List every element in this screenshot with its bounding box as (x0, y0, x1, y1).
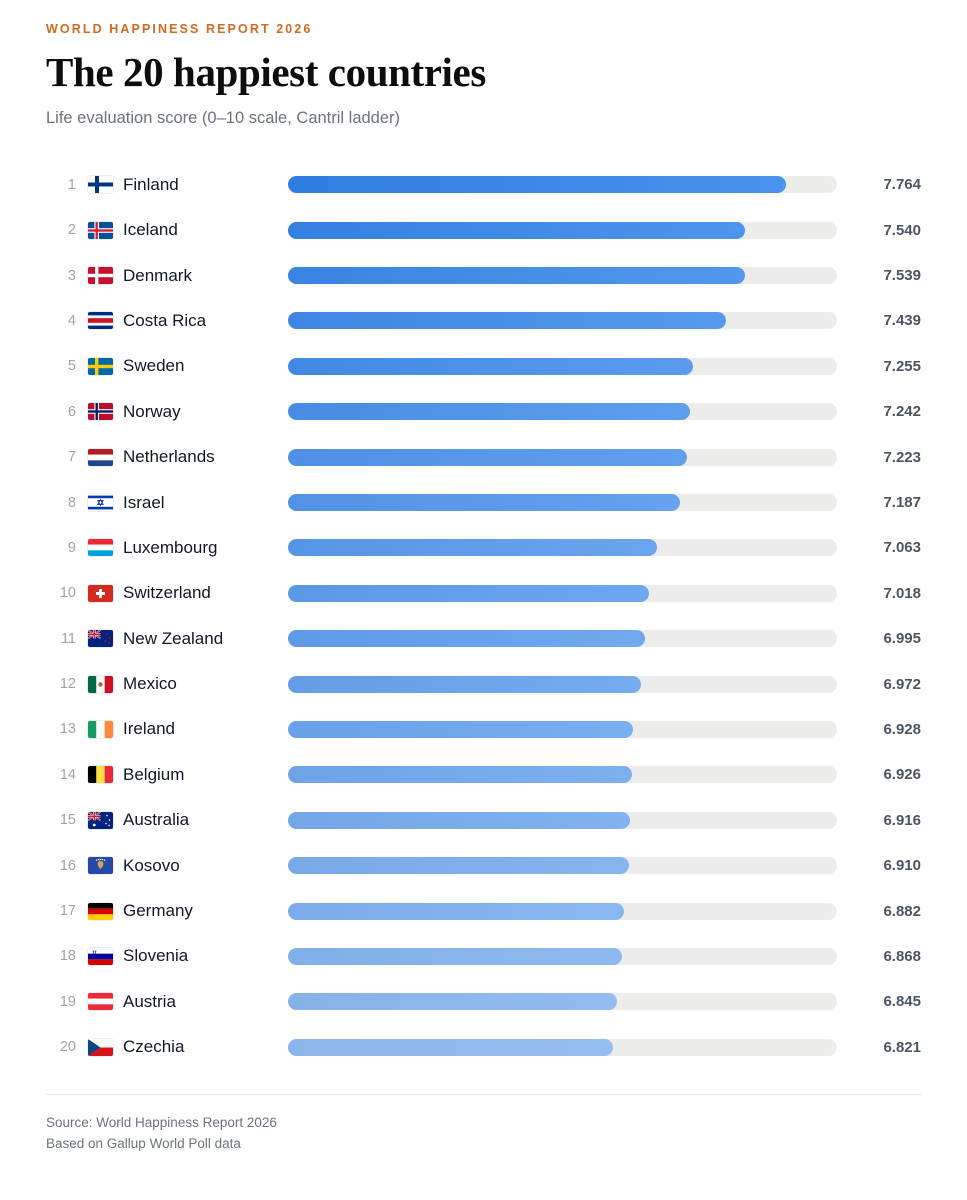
table-row (46, 888, 921, 933)
score-value: 6.928 (883, 720, 921, 738)
bar-track (288, 993, 837, 1010)
rank-label: 7 (67, 449, 76, 466)
bar-track (288, 721, 837, 738)
rank-label: 5 (67, 358, 76, 375)
bar-track (288, 312, 837, 329)
flag-icon (88, 903, 113, 920)
table-row (46, 979, 921, 1024)
country-label: Germany (123, 901, 193, 921)
flag-icon (88, 267, 113, 284)
score-value: 7.764 (883, 176, 921, 194)
footer-divider (46, 1094, 921, 1095)
rank-label: 14 (59, 766, 76, 783)
score-value: 7.063 (883, 539, 921, 557)
table-row (46, 434, 921, 479)
score-value: 6.821 (883, 1038, 921, 1056)
flag-icon (88, 403, 113, 420)
flag-icon (88, 494, 113, 511)
flag-icon (88, 993, 113, 1010)
country-label: Belgium (123, 764, 185, 784)
bar-fill (288, 1039, 613, 1056)
rank-label: 12 (59, 676, 76, 693)
bar-fill (288, 403, 690, 420)
table-row (46, 661, 921, 706)
bar-fill (288, 993, 617, 1010)
bar-fill (288, 222, 745, 239)
score-value: 6.868 (883, 947, 921, 965)
score-value: 6.882 (883, 902, 921, 920)
bar-fill (288, 948, 622, 965)
flag-icon (88, 585, 113, 602)
bar-track (288, 494, 837, 511)
country-label: Sweden (123, 356, 185, 376)
data-basis-line: Based on Gallup World Poll data (46, 1135, 241, 1151)
rank-label: 3 (67, 267, 76, 284)
table-row (46, 389, 921, 434)
bar-fill (288, 857, 629, 874)
flag-icon (88, 358, 113, 375)
bar-track (288, 585, 837, 602)
table-row (46, 1025, 921, 1070)
flag-icon (88, 1039, 113, 1056)
country-label: Slovenia (123, 946, 189, 966)
score-value: 7.539 (883, 267, 921, 285)
rank-label: 13 (59, 721, 76, 738)
table-row (46, 843, 921, 888)
table-row (46, 298, 921, 343)
country-label: Costa Rica (123, 310, 207, 330)
bar-track (288, 449, 837, 466)
bar-fill (288, 312, 726, 329)
country-label: Luxembourg (123, 537, 218, 557)
bar-track (288, 857, 837, 874)
table-row (46, 480, 921, 525)
country-label: New Zealand (123, 628, 224, 648)
flag-icon (88, 539, 113, 556)
bar-fill (288, 539, 657, 556)
country-label: Ireland (123, 719, 175, 739)
score-value: 7.223 (883, 448, 921, 466)
score-value: 6.845 (883, 993, 921, 1011)
country-label: Netherlands (123, 447, 215, 467)
score-value: 7.242 (883, 403, 921, 421)
bar-fill (288, 267, 745, 284)
rank-label: 6 (67, 403, 76, 420)
score-value: 7.439 (883, 312, 921, 330)
rank-label: 15 (59, 812, 76, 829)
bar-fill (288, 176, 786, 193)
country-label: Finland (123, 174, 179, 194)
rank-label: 4 (67, 312, 76, 329)
score-value: 6.910 (883, 857, 921, 875)
bar-fill (288, 630, 645, 647)
score-value: 7.018 (883, 584, 921, 602)
score-value: 6.926 (883, 766, 921, 784)
report-eyebrow: WORLD HAPPINESS REPORT 2026 (46, 22, 313, 36)
rank-label: 2 (67, 222, 76, 239)
bar-track (288, 1039, 837, 1056)
rank-label: 9 (67, 539, 76, 556)
bar-fill (288, 494, 680, 511)
bar-fill (288, 449, 687, 466)
score-value: 7.187 (883, 494, 921, 512)
table-row (46, 934, 921, 979)
bar-fill (288, 903, 624, 920)
bar-track (288, 630, 837, 647)
bar-track (288, 676, 837, 693)
bar-track (288, 903, 837, 920)
source-line: Source: World Happiness Report 2026 (46, 1114, 277, 1130)
table-row (46, 525, 921, 570)
score-value: 6.972 (883, 675, 921, 693)
bar-track (288, 948, 837, 965)
table-row (46, 616, 921, 661)
rank-label: 20 (59, 1039, 76, 1056)
rank-label: 11 (60, 630, 76, 647)
table-row (46, 798, 921, 843)
chart-footer (46, 1113, 921, 1155)
bar-track (288, 403, 837, 420)
country-label: Israel (123, 492, 165, 512)
rank-label: 1 (67, 176, 76, 193)
rank-label: 16 (59, 857, 76, 874)
country-label: Kosovo (123, 855, 180, 875)
table-row (46, 571, 921, 616)
flag-icon (88, 948, 113, 965)
flag-icon (88, 857, 113, 874)
flag-icon (88, 630, 113, 647)
country-label: Austria (123, 991, 176, 1011)
score-value: 6.916 (883, 811, 921, 829)
country-label: Mexico (123, 674, 177, 694)
flag-icon (88, 676, 113, 693)
rank-label: 10 (59, 585, 76, 602)
flag-icon (88, 222, 113, 239)
bar-fill (288, 585, 649, 602)
table-row (46, 207, 921, 252)
table-row (46, 162, 921, 207)
bar-fill (288, 358, 693, 375)
table-row (46, 253, 921, 298)
flag-icon (88, 176, 113, 193)
country-label: Australia (123, 810, 190, 830)
flag-icon (88, 766, 113, 783)
country-label: Czechia (123, 1037, 185, 1057)
bar-track (288, 766, 837, 783)
flag-icon (88, 449, 113, 466)
country-label: Iceland (123, 220, 178, 240)
rank-label: 19 (59, 993, 76, 1010)
rank-label: 18 (59, 948, 76, 965)
bar-fill (288, 721, 633, 738)
ranking-list (46, 162, 921, 1070)
country-label: Denmark (123, 265, 192, 285)
bar-track (288, 176, 837, 193)
flag-icon (88, 812, 113, 829)
rank-label: 8 (67, 494, 76, 511)
page-title: The 20 happiest countries (46, 49, 486, 95)
bar-track (288, 539, 837, 556)
score-value: 6.995 (883, 630, 921, 648)
bar-track (288, 267, 837, 284)
country-label: Switzerland (123, 583, 211, 603)
bar-fill (288, 812, 630, 829)
bar-track (288, 812, 837, 829)
table-row (46, 707, 921, 752)
score-value: 7.540 (883, 221, 921, 239)
table-row (46, 344, 921, 389)
bar-fill (288, 676, 641, 693)
bar-fill (288, 766, 632, 783)
flag-icon (88, 312, 113, 329)
rank-label: 17 (59, 903, 76, 920)
flag-icon (88, 721, 113, 738)
bar-track (288, 358, 837, 375)
page-subtitle: Life evaluation score (0–10 scale, Cantril ladder) (46, 109, 401, 128)
table-row (46, 752, 921, 797)
score-value: 7.255 (883, 357, 921, 375)
bar-track (288, 222, 837, 239)
country-label: Norway (123, 401, 181, 421)
